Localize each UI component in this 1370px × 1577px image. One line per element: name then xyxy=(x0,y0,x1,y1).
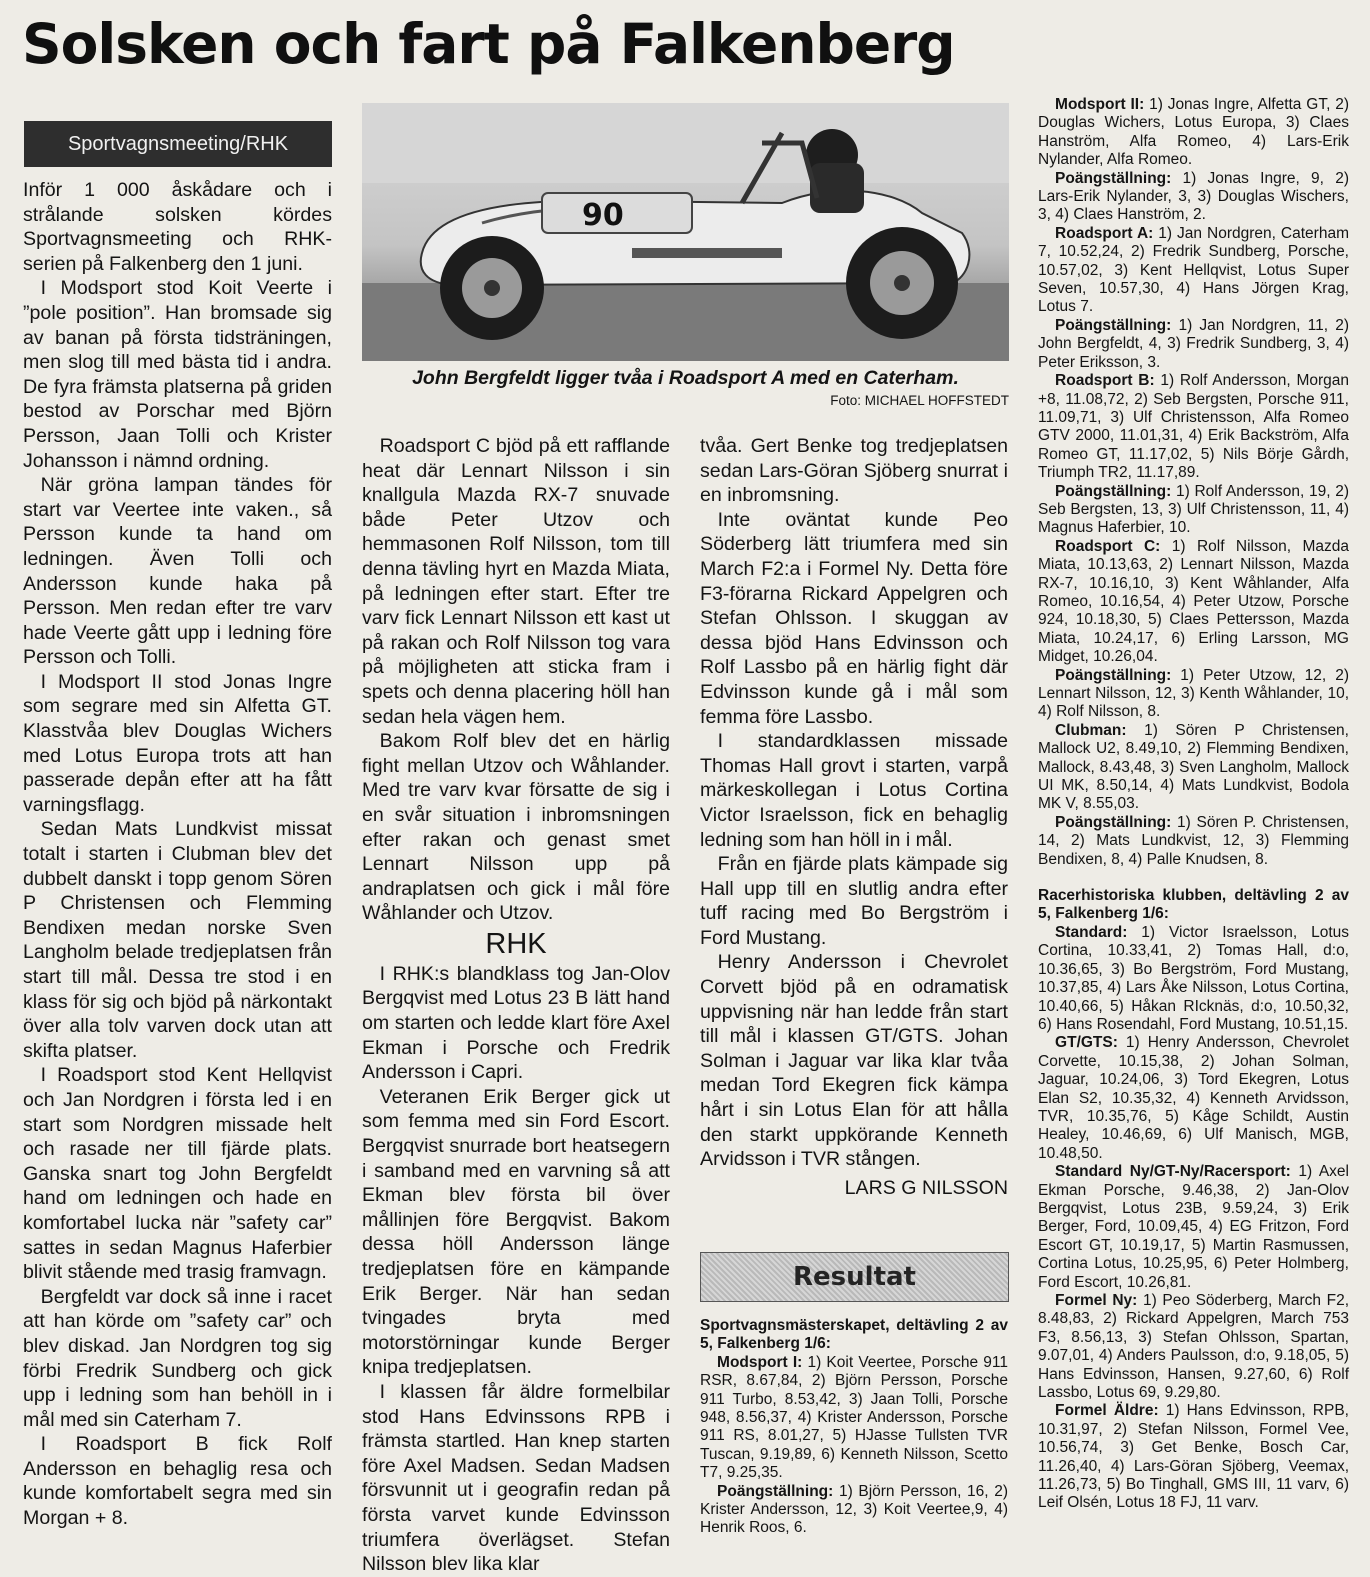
results-entry xyxy=(1038,722,1349,814)
results-class-label: Poängställning: xyxy=(1055,813,1172,831)
results-entry xyxy=(1038,1163,1349,1292)
results-header-box xyxy=(700,1252,1009,1302)
results-class-label: Standard Ny/GT-Ny/Racersport: xyxy=(1055,1163,1291,1181)
results-class-text: 1) Jan Nordgren, 11, 2) John Bergfeldt, 4, 3) Fredrik Sundberg, 3, 4) Peter Eriksson, 3. xyxy=(1038,316,1349,371)
results-entry xyxy=(700,1354,1008,1483)
results-class-text: 1) Peo Söderberg, March F2, 8.48,83, 2) Rickard Appelgren, March 753 F3, 8.56,13, 3) Stefan Ohlsson, Spartan, 9.07,01, 4) Anders Paulsson, d:o, 9.18,05, 5) Hans Edvinsson, Hansen, 9.27,60, 6) Rolf Lassbo, Lotus 69, 9.29,80. xyxy=(1038,1292,1350,1402)
results-class-label: Clubman: xyxy=(1055,721,1127,739)
results-class-label: GT/GTS: xyxy=(1055,1034,1118,1052)
article-paragraph: Inte oväntat kunde Peo Söderberg lätt triumfera med sin March F2:a i Formel Ny. Detta före F3-förarna Rickard Appelgren och Stefan Ohlsson. I skuggan av dessa bjöd Hans Edvinsson och Rolf Lassbo på en härlig fight där Edvinsson kunde gå i mål som femma före Lassbo. xyxy=(700,508,1008,728)
results-class-text: 1) Victor Israelsson, Lotus Cortina, 10.33,41, 2) Tomas Hall, d:o, 10.36,65, 3) Bo Bergström, Ford Mustang, 10.37,85, 4) Lars Åke Nilsson, Lotus Cortina, 10.40,66, 5) Håkan RIcknäs, d:o, 10.50,32, 6) Hans Rosendahl, Ford Mustang, 10.51,15. xyxy=(1038,923,1349,1033)
article-paragraph: Henry Andersson i Chevrolet Corvett bjöd på en odramatisk uppvisning när han ledde från start till mål i klassen GT/GTS. Johan Solman i Jaguar var lika klar tvåa medan Tord Ekegren fick kämpa hårt i sin Lotus Elan för att hålla den starkt uppkörande Kenneth Arvidsson i TVR stången. xyxy=(700,951,1008,1171)
results-entry xyxy=(1038,96,1349,170)
article-paragraph: I Roadsport B fick Rolf Andersson en behaglig resa och kunde komfortabelt segra med sin Morgan + 8. xyxy=(23,1433,332,1530)
article-paragraph: Roadsport C bjöd på ett rafflande heat där Lennart Nilsson i sin knallgula Mazda RX-7 snuvade både Peter Utzov och hemmasonen Rolf Nilsson, tom till denna tävling hyrt en Mazda Miata, på ledningen efter start. Efter tre varv fick Lennart Nilsson ett kast ut på rakan och Rolf Nilsson tog vara på möjligheten att sticka fram i spets och denna placering höll han sedan hela vägen hem. xyxy=(362,435,670,728)
results-entry xyxy=(1038,1402,1349,1512)
results-event-title: Racerhistoriska klubben, deltävling 2 av 5, Falkenberg 1/6: xyxy=(1038,887,1349,923)
byline: LARS G NILSSON xyxy=(844,1176,1008,1199)
results-class-label: Poängställning: xyxy=(1055,169,1172,187)
race-car-photo xyxy=(362,103,1009,361)
results-entry xyxy=(1038,483,1349,538)
results-entry xyxy=(1038,372,1349,482)
article-paragraph: Veteranen Erik Berger gick ut som femma med sin Ford Escort. Bergqvist snurrade bort heatsegern i samband med en varvning så att Ekman blev första bil över mållinjen före Bergqvist. Bakom dessa höll Andersson länge tredjeplatsen före en kämpande Erik Berger. När han sedan tvingades bryta med motorstörningar kunde Berger knipa tredjeplatsen. xyxy=(362,1085,670,1379)
article-paragraph: Bergfeldt var dock så inne i racet att han körde om ”safety car” och blev diskad. Jan Nordgren tog sig förbi Fredrik Sundberg och gick upp i ledning som han behöll in i mål med sin Caterham 7. xyxy=(23,1285,332,1431)
results-entry xyxy=(700,1483,1008,1538)
results-class-text: 1) Rolf Andersson, 19, 2) Seb Bergsten, 13, 3) Ulf Christensson, 11, 4) Magnus Haferbier, 10. xyxy=(1038,482,1349,537)
results-entry xyxy=(1038,1034,1349,1163)
article-paragraph: tvåa. Gert Benke tog tredjeplatsen sedan Lars-Göran Sjöberg snurrat i en inbromsning. xyxy=(700,435,1008,507)
results-entry xyxy=(1038,538,1349,667)
article-paragraph: I standardklassen missade Thomas Hall grovt i starten, varpå märkeskollegan i Lotus Cortina Victor Israelsson, fick en behaglig ledning som han höll in i mål. xyxy=(700,730,1008,851)
article-column-1 xyxy=(23,178,332,1531)
results-class-text: 1) Jonas Ingre, 9, 2) Lars-Erik Nylander, 3, 3) Douglas Wischers, 3, 4) Claes Hanström, 2. xyxy=(1038,169,1349,224)
results-class-label: Poängställning: xyxy=(1055,316,1172,334)
photo-credit: Foto: MICHAEL HOFFSTEDT xyxy=(830,393,1009,408)
results-class-label: Poängställning: xyxy=(1055,666,1172,684)
results-class-text: 1) Rolf Nilsson, Mazda Miata, 10.13,63, 2) Lennart Nilsson, Mazda RX-7, 10.16,10, 3) Kent Wåhlander, Alfa Romeo, 10.16,54, 4) Peter Utzow, Porsche 924, 10.18,30, 5) Claes Pettersson, Mazda Miata, 10.24,17, 6) Erling Larsson, MG Midget, 10.26,04. xyxy=(1038,537,1349,666)
results-class-text: 1) Peter Utzow, 12, 2) Lennart Nilsson, 12, 3) Kenth Wåhlander, 10, 4) Rolf Nilsson, 8. xyxy=(1038,666,1349,721)
article-paragraph: I klassen får äldre formelbilar stod Hans Edvinssons RPB i främsta startled. Han knep starten före Axel Madsen. Sedan Madsen försvunnit ut i geografin redan på första varvet kunde Edvinsson triumfera överlägset. Stefan Nilsson blev lika klar xyxy=(362,1380,670,1576)
results-class-label: Roadsport C: xyxy=(1055,537,1161,555)
spacer xyxy=(1038,869,1349,887)
article-paragraph: I Roadsport stod Kent Hellqvist och Jan Nordgren i första led i en start som Nordgren missade helt och rasade ner till fjärde plats. Ganska snart tog John Bergfeldt hand om ledningen och hade en komfortabel lucka när ”safety car” sattes in sedan Magnus Haferbier blivit stående med trasig framvagn. xyxy=(23,1064,332,1284)
results-class-text: 1) Rolf Andersson, Morgan +8, 11.08,72, 2) Seb Bergsten, Porsche 911, 11.09,71, 3) Ulf Christensson, Alfa Romeo GTV 2000, 11.01,31, 4) Erik Backström, Alfa Romeo GT, 11.17,02, 5) Nils Börje Gårdh, Triumph TR2, 11.17,89. xyxy=(1038,372,1349,482)
results-class-label: Modsport II: xyxy=(1055,96,1145,113)
results-class-label: Roadsport B: xyxy=(1055,372,1155,390)
results-class-text: 1) Björn Persson, 16, 2) Krister Andersson, 12, 3) Koit Veertee,9, 4) Henrik Roos, 6. xyxy=(700,1482,1008,1537)
results-header-label: Resultat xyxy=(793,1262,916,1292)
headline: Solsken och fart på Falkenberg xyxy=(22,12,955,76)
rhk-subheading: RHK xyxy=(485,927,547,960)
photo-caption: John Bergfeldt ligger tvåa i Roadsport A med en Caterham. xyxy=(412,367,959,389)
article-paragraph: När gröna lampan tändes för start var Veertee inte vaken., så Persson kunde ta hand om ledningen. Även Tolli och Andersson kunde haka på Persson. Men redan efter tre varv hade Veerte gått upp i ledning före Persson och Tolli. xyxy=(23,474,332,669)
results-class-label: Standard: xyxy=(1055,923,1128,941)
results-class-label: Formel Äldre: xyxy=(1055,1402,1159,1420)
results-entry xyxy=(1038,814,1349,869)
results-class-text: 1) Sören P Christensen, Mallock U2, 8.49,10, 2) Flemming Bendixen, Mallock, 8.43,48, 3) Sven Langholm, Mallock UI MK, 8.50,14, 4) Mats Lundkvist, Bodola MK V, 8.55,03. xyxy=(1038,721,1349,813)
results-class-text: 1) Henry Andersson, Chevrolet Corvette, 10.15,38, 2) Johan Solman, Jaguar, 10.24,06, 3) Tord Ekegren, Lotus Elan S2, 10.35,32, 4) Kenneth Arvidsson, TVR, 10.35,76, 5) Kåge Schildt, Austin Healey, 10.46,69, 6) Ulf Manisch, MGB, 10.48,50. xyxy=(1038,1034,1349,1162)
results-class-text: 1) Hans Edvinsson, RPB, 10.31,97, 2) Stefan Nilsson, Formel Vee, 10.56,74, 3) Get Benke, Bosch Car, 11.26,40, 4) Lars-Göran Sjöberg, Veemax, 11.26,73, 5) Bo Tinghall, GMS III, 11 varv, 6) Leif Olsén, Lotus 18 FJ, 11 varv. xyxy=(1038,1402,1349,1512)
article-paragraph: I RHK:s blandklass tog Jan-Olov Bergqvist med Lotus 23 B lätt hand om starten och ledde klart före Axel Ekman i Porsche och Fredrik Andersson i Capri. xyxy=(362,962,670,1084)
results-class-label: Modsport I: xyxy=(717,1353,803,1371)
article-paragraph: I Modsport stod Koit Veerte i ”pole position”. Han bromsade sig av banan på första tidsträningen, men slog till med bästa tid i andra. De fyra främsta platserna på griden bestod av Porschar med Björn Persson, Jaan Tolli och Krister Johansson i nämnd ordning. xyxy=(23,277,332,472)
car-number: 90 xyxy=(582,198,624,233)
caterham-car-illustration xyxy=(362,103,1009,361)
results-class-label: Poängställning: xyxy=(1055,482,1172,500)
article-paragraph: Sedan Mats Lundkvist missat totalt i starten i Clubman blev det dubbelt danskt i topp genom Sören P Christensen och Flemming Bendixen medan norske Sven Langholm belade tredjeplatsen från start till mål. Dessa tre stod i en klass för sig och bjöd på närkontakt över alla tolv varven dock utan att skifta platser. xyxy=(23,818,332,1062)
results-class-text: 1) Koit Veertee, Porsche 911 RSR, 8.67,84, 2) Björn Persson, Porsche 911 Turbo, 8.53,42, 3) Jaan Tolli, Porsche 948, 8.56,37, 4) Krister Andersson, Porsche 911 RS, 8.01,27, 5) HJasse Tullsten TVR Tuscan, 9.19,89, 6) Kenneth Nilsson, Scetto T7, 9.25,35. xyxy=(700,1353,1008,1482)
results-entry xyxy=(1038,924,1349,1034)
results-column-4 xyxy=(1038,96,1349,1513)
article-column-3 xyxy=(700,434,1008,1200)
results-class-text: 1) Sören P. Christensen, 14, 2) Mats Lundkvist, 12, 3) Flemming Bendixen, 8, 4) Palle Knudsen, 8. xyxy=(1038,813,1349,868)
section-tag: Sportvagnsmeeting/RHK xyxy=(24,121,332,167)
results-class-label: Poängställning: xyxy=(717,1482,834,1500)
results-class-text: 1) Jan Nordgren, Caterham 7, 10.52,24, 2) Fredrik Sundberg, Porsche, 10.57,02, 3) Kent Hellqvist, Lotus Super Seven, 10.57,30, 4) Hans Jörgen Krag, Lotus 7. xyxy=(1038,224,1349,316)
results-class-text: 1) Axel Ekman Porsche, 9.46,38, 2) Jan-Olov Bergqvist, Lotus 23B, 9.59,24, 3) Erik Berger, Ford, 10.09,45, 4) EG Fritzon, Ford Escort GT, 10.19,17, 5) Martin Rasmussen, Cortina Lotus, 10.25,95, 6) Peter Holmberg, Ford Escort, 10.26,81. xyxy=(1038,1163,1349,1291)
results-entry xyxy=(1038,667,1349,722)
results-class-label: Roadsport A: xyxy=(1055,224,1154,242)
results-entry xyxy=(1038,1292,1349,1402)
results-entry xyxy=(1038,225,1349,317)
article-paragraph: I Modsport II stod Jonas Ingre som segrare med sin Alfetta GT. Klasstvåa blev Douglas Wichers med Lotus Europa trots att han passerade depån efter att ha fått varningsflagg. xyxy=(23,670,332,816)
results-column-sportvagn xyxy=(700,1317,1008,1538)
article-paragraph: Bakom Rolf blev det en härlig fight mellan Utzov och Wåhlander. Med tre varv kvar försatte de sig i en svår situation i inbromsningen efter rakan och genast smet Lennart Nilsson upp på andraplatsen och gick i mål före Wåhlander och Utzov. xyxy=(362,730,670,925)
results-entry xyxy=(1038,170,1349,225)
results-entry xyxy=(1038,317,1349,372)
article-column-2 xyxy=(362,434,670,1577)
results-class-label: Formel Ny: xyxy=(1055,1292,1138,1309)
results-event-title: Sportvagnsmästerskapet, deltävling 2 av 5, Falkenberg 1/6: xyxy=(700,1317,1008,1353)
article-paragraph: Från en fjärde plats kämpade sig Hall upp till en slutlig andra efter tuff racing med Bo Bergström i Ford Mustang. xyxy=(700,853,1008,949)
article-paragraph: Inför 1 000 åskådare och i strålande solsken kördes Sportvagnsmeeting och RHK-serien på Falkenberg den 1 juni. xyxy=(23,179,332,275)
results-class-text: 1) Jonas Ingre, Alfetta GT, 2) Douglas Wichers, Lotus Europa, 3) Claes Hanström, Alfa Romeo, 4) Lars-Erik Nylander, Alfa Romeo. xyxy=(1038,96,1349,169)
